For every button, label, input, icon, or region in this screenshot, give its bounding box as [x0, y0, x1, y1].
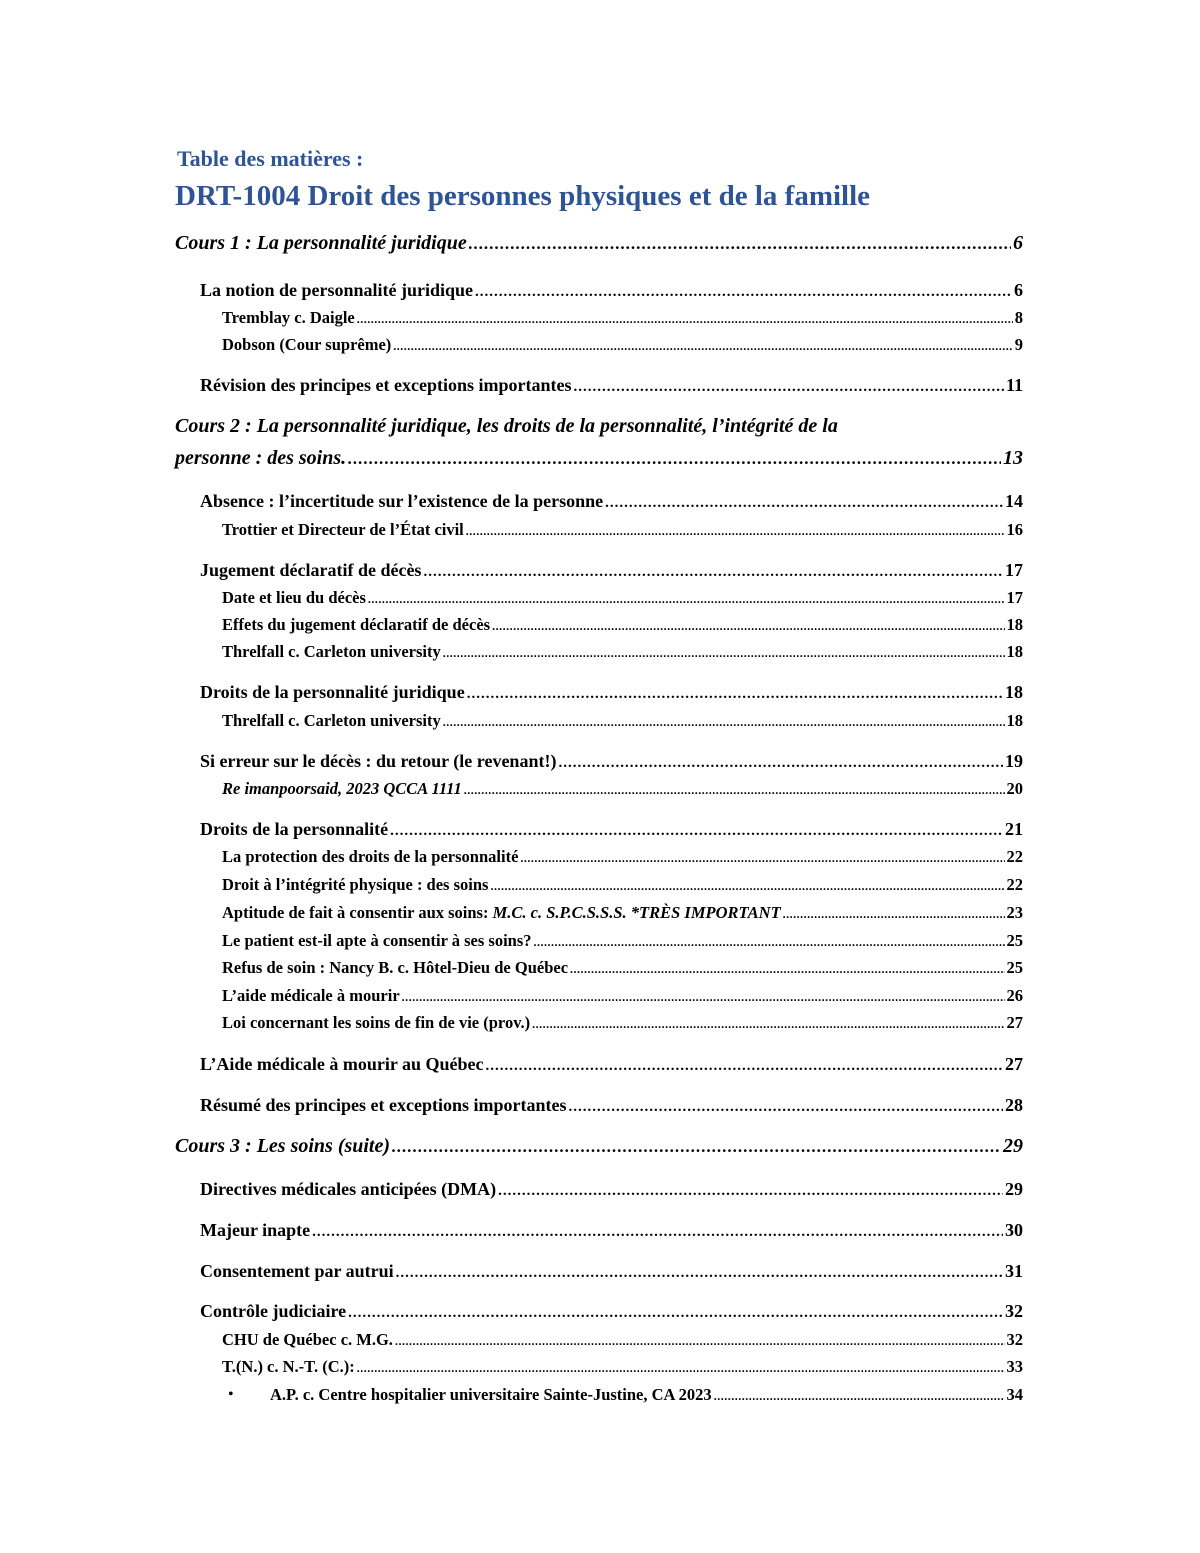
bullet-icon: • [228, 1386, 234, 1403]
toc-page-number: 22 [1006, 875, 1023, 894]
toc-page-number: 31 [1005, 1261, 1023, 1281]
toc-entry-text: personne : des soins. [175, 447, 347, 469]
toc-entry-text: Effets du jugement déclaratif de décès [222, 615, 491, 634]
toc-page-number: 17 [1006, 588, 1023, 607]
toc-entry-text: Loi concernant les soins de fin de vie (prov.) [222, 1013, 531, 1032]
toc-entry[interactable] [222, 308, 1023, 328]
toc-entry[interactable] [222, 779, 1023, 799]
toc-entry[interactable] [222, 986, 1023, 1006]
toc-entry-cours-2[interactable] [175, 447, 1023, 470]
toc-entry-text: A.P. c. Centre hospitalier universitaire Sainte-Justine, CA 2023 [270, 1385, 712, 1404]
toc-entry-text: La protection des droits de la personnalité [222, 847, 519, 866]
toc-entry[interactable] [222, 1013, 1023, 1033]
toc-entry[interactable] [200, 819, 1023, 840]
toc-page-number: 18 [1005, 682, 1023, 702]
toc-page-number: 23 [1006, 903, 1023, 922]
toc-page-number: 27 [1005, 1054, 1023, 1074]
toc-entry-cours-1[interactable] [175, 232, 1023, 255]
toc-entry-text: Dobson (Cour suprême) [222, 335, 392, 354]
toc-page-number: 13 [1003, 447, 1023, 469]
toc-page-number: 6 [1013, 232, 1023, 254]
toc-page-number: 19 [1005, 751, 1023, 771]
toc-entry-text: Droits de la personnalité juridique [200, 682, 465, 702]
toc-entry-text: Re imanpoorsaid, 2023 QCCA 1111 [222, 779, 462, 798]
toc-entry-text: Threlfall c. Carleton university [222, 711, 441, 730]
toc-page-number: 26 [1006, 986, 1023, 1005]
toc-entry-cours-2-line-1[interactable]: Cours 2 : La personnalité juridique, les droits de la personnalité, l’intégrité de la [175, 415, 838, 437]
toc-entry-text: Trottier et Directeur de l’État civil [222, 520, 464, 539]
toc-page-number: 28 [1005, 1095, 1023, 1115]
toc-entry[interactable] [222, 642, 1023, 662]
toc-entry-text: Contrôle judiciaire [200, 1301, 347, 1321]
toc-page-number: 32 [1005, 1301, 1023, 1321]
toc-entry-text: L’aide médicale à mourir [222, 986, 400, 1005]
toc-page-number: 29 [1005, 1179, 1023, 1199]
toc-entry-text: Tremblay c. Daigle [222, 308, 355, 327]
toc-entry[interactable] [200, 1301, 1023, 1322]
toc-entry[interactable] [222, 847, 1023, 867]
toc-entry[interactable] [222, 520, 1023, 540]
toc-entry-text: Le patient est-il apte à consentir à ses soins? [222, 931, 532, 950]
toc-entry-text: Majeur inapte [200, 1220, 311, 1240]
toc-entry-text: Refus de soin : Nancy B. c. Hôtel-Dieu de Québec [222, 958, 569, 977]
toc-page-number: 25 [1006, 931, 1023, 950]
toc-entry-text: CHU de Québec c. M.G. [222, 1330, 393, 1349]
toc-entry[interactable] [200, 1054, 1023, 1075]
toc-page-number: 17 [1005, 560, 1023, 580]
toc-entry[interactable] [200, 560, 1023, 581]
toc-entry-text [222, 903, 781, 923]
toc-entry[interactable] [200, 1179, 1023, 1200]
toc-entry-text: T.(N.) c. N.-T. (C.): [222, 1357, 355, 1376]
toc-entry[interactable] [222, 711, 1023, 731]
toc-entry-text: L’Aide médicale à mourir au Québec [200, 1054, 484, 1074]
toc-entry[interactable] [222, 931, 1023, 951]
toc-entry[interactable] [200, 375, 1023, 396]
toc-entry[interactable] [222, 958, 1023, 978]
toc-entry-text: Consentement par autrui [200, 1261, 394, 1281]
toc-entry-text: Threlfall c. Carleton university [222, 642, 441, 661]
toc-page-number: 34 [1006, 1385, 1023, 1404]
toc-entry[interactable] [200, 1261, 1023, 1282]
document-title: DRT-1004 Droit des personnes physiques et de la famille [175, 180, 871, 212]
toc-page-number: 32 [1006, 1330, 1023, 1349]
toc-page-number: 18 [1006, 711, 1023, 730]
toc-page-number: 22 [1006, 847, 1023, 866]
toc-page-number: 27 [1006, 1013, 1023, 1032]
toc-page-number: 30 [1005, 1220, 1023, 1240]
toc-entry[interactable] [222, 615, 1023, 635]
toc-entry-text: Jugement déclaratif de décès [200, 560, 422, 580]
toc-entry[interactable] [222, 1330, 1023, 1350]
toc-page-number: 29 [1003, 1135, 1023, 1157]
toc-page-number: 18 [1006, 642, 1023, 661]
toc-entry-text: Directives médicales anticipées (DMA) [200, 1179, 497, 1199]
toc-entry-text: Si erreur sur le décès : du retour (le revenant!) [200, 751, 557, 771]
toc-entry[interactable] [222, 1357, 1023, 1377]
toc-entry-case: M.C. c. S.P.C.S.S.S. *TRÈS IMPORTANT [492, 903, 781, 922]
toc-entry[interactable] [222, 588, 1023, 608]
toc-entry[interactable] [200, 491, 1023, 512]
toc-page-number: 6 [1014, 280, 1023, 300]
toc-entry-text: Cours 1 : La personnalité juridique [175, 232, 467, 254]
toc-entry[interactable] [222, 875, 1023, 895]
toc-page-number: 8 [1014, 308, 1023, 327]
toc-page-number: 25 [1006, 958, 1023, 977]
toc-entry[interactable] [200, 751, 1023, 772]
toc-entry-text: Cours 3 : Les soins (suite) [175, 1135, 391, 1157]
toc-entry[interactable] [200, 280, 1023, 301]
toc-page-number: 20 [1006, 779, 1023, 798]
toc-entry[interactable] [200, 1095, 1023, 1116]
toc-entry-text: Droits de la personnalité [200, 819, 389, 839]
toc-entry-cours-3[interactable] [175, 1135, 1023, 1158]
toc-entry[interactable] [200, 1220, 1023, 1241]
toc-entry-prefix: Aptitude de fait à consentir aux soins: [222, 903, 493, 922]
toc-entry-text: Droit à l’intégrité physique : des soins [222, 875, 489, 894]
toc-page-number: 33 [1006, 1357, 1023, 1376]
toc-entry[interactable] [222, 903, 1023, 923]
toc-heading: Table des matières : [177, 146, 364, 171]
toc-entry-text: Résumé des principes et exceptions importantes [200, 1095, 567, 1115]
toc-page-number: 11 [1005, 375, 1023, 395]
toc-entry[interactable] [270, 1385, 1023, 1405]
toc-page-number: 18 [1006, 615, 1023, 634]
toc-page-number: 21 [1005, 819, 1023, 839]
toc-page-number: 14 [1005, 491, 1023, 511]
toc-entry-text: La notion de personnalité juridique [200, 280, 474, 300]
toc-entry-text: Révision des principes et exceptions importantes [200, 375, 572, 395]
toc-page-number: 9 [1014, 335, 1023, 354]
toc-page-number: 16 [1006, 520, 1023, 539]
toc-entry[interactable] [222, 335, 1023, 355]
toc-entry-text: Date et lieu du décès [222, 588, 366, 607]
toc-entry-text: Absence : l’incertitude sur l’existence de la personne [200, 491, 604, 511]
toc-entry[interactable] [200, 682, 1023, 703]
